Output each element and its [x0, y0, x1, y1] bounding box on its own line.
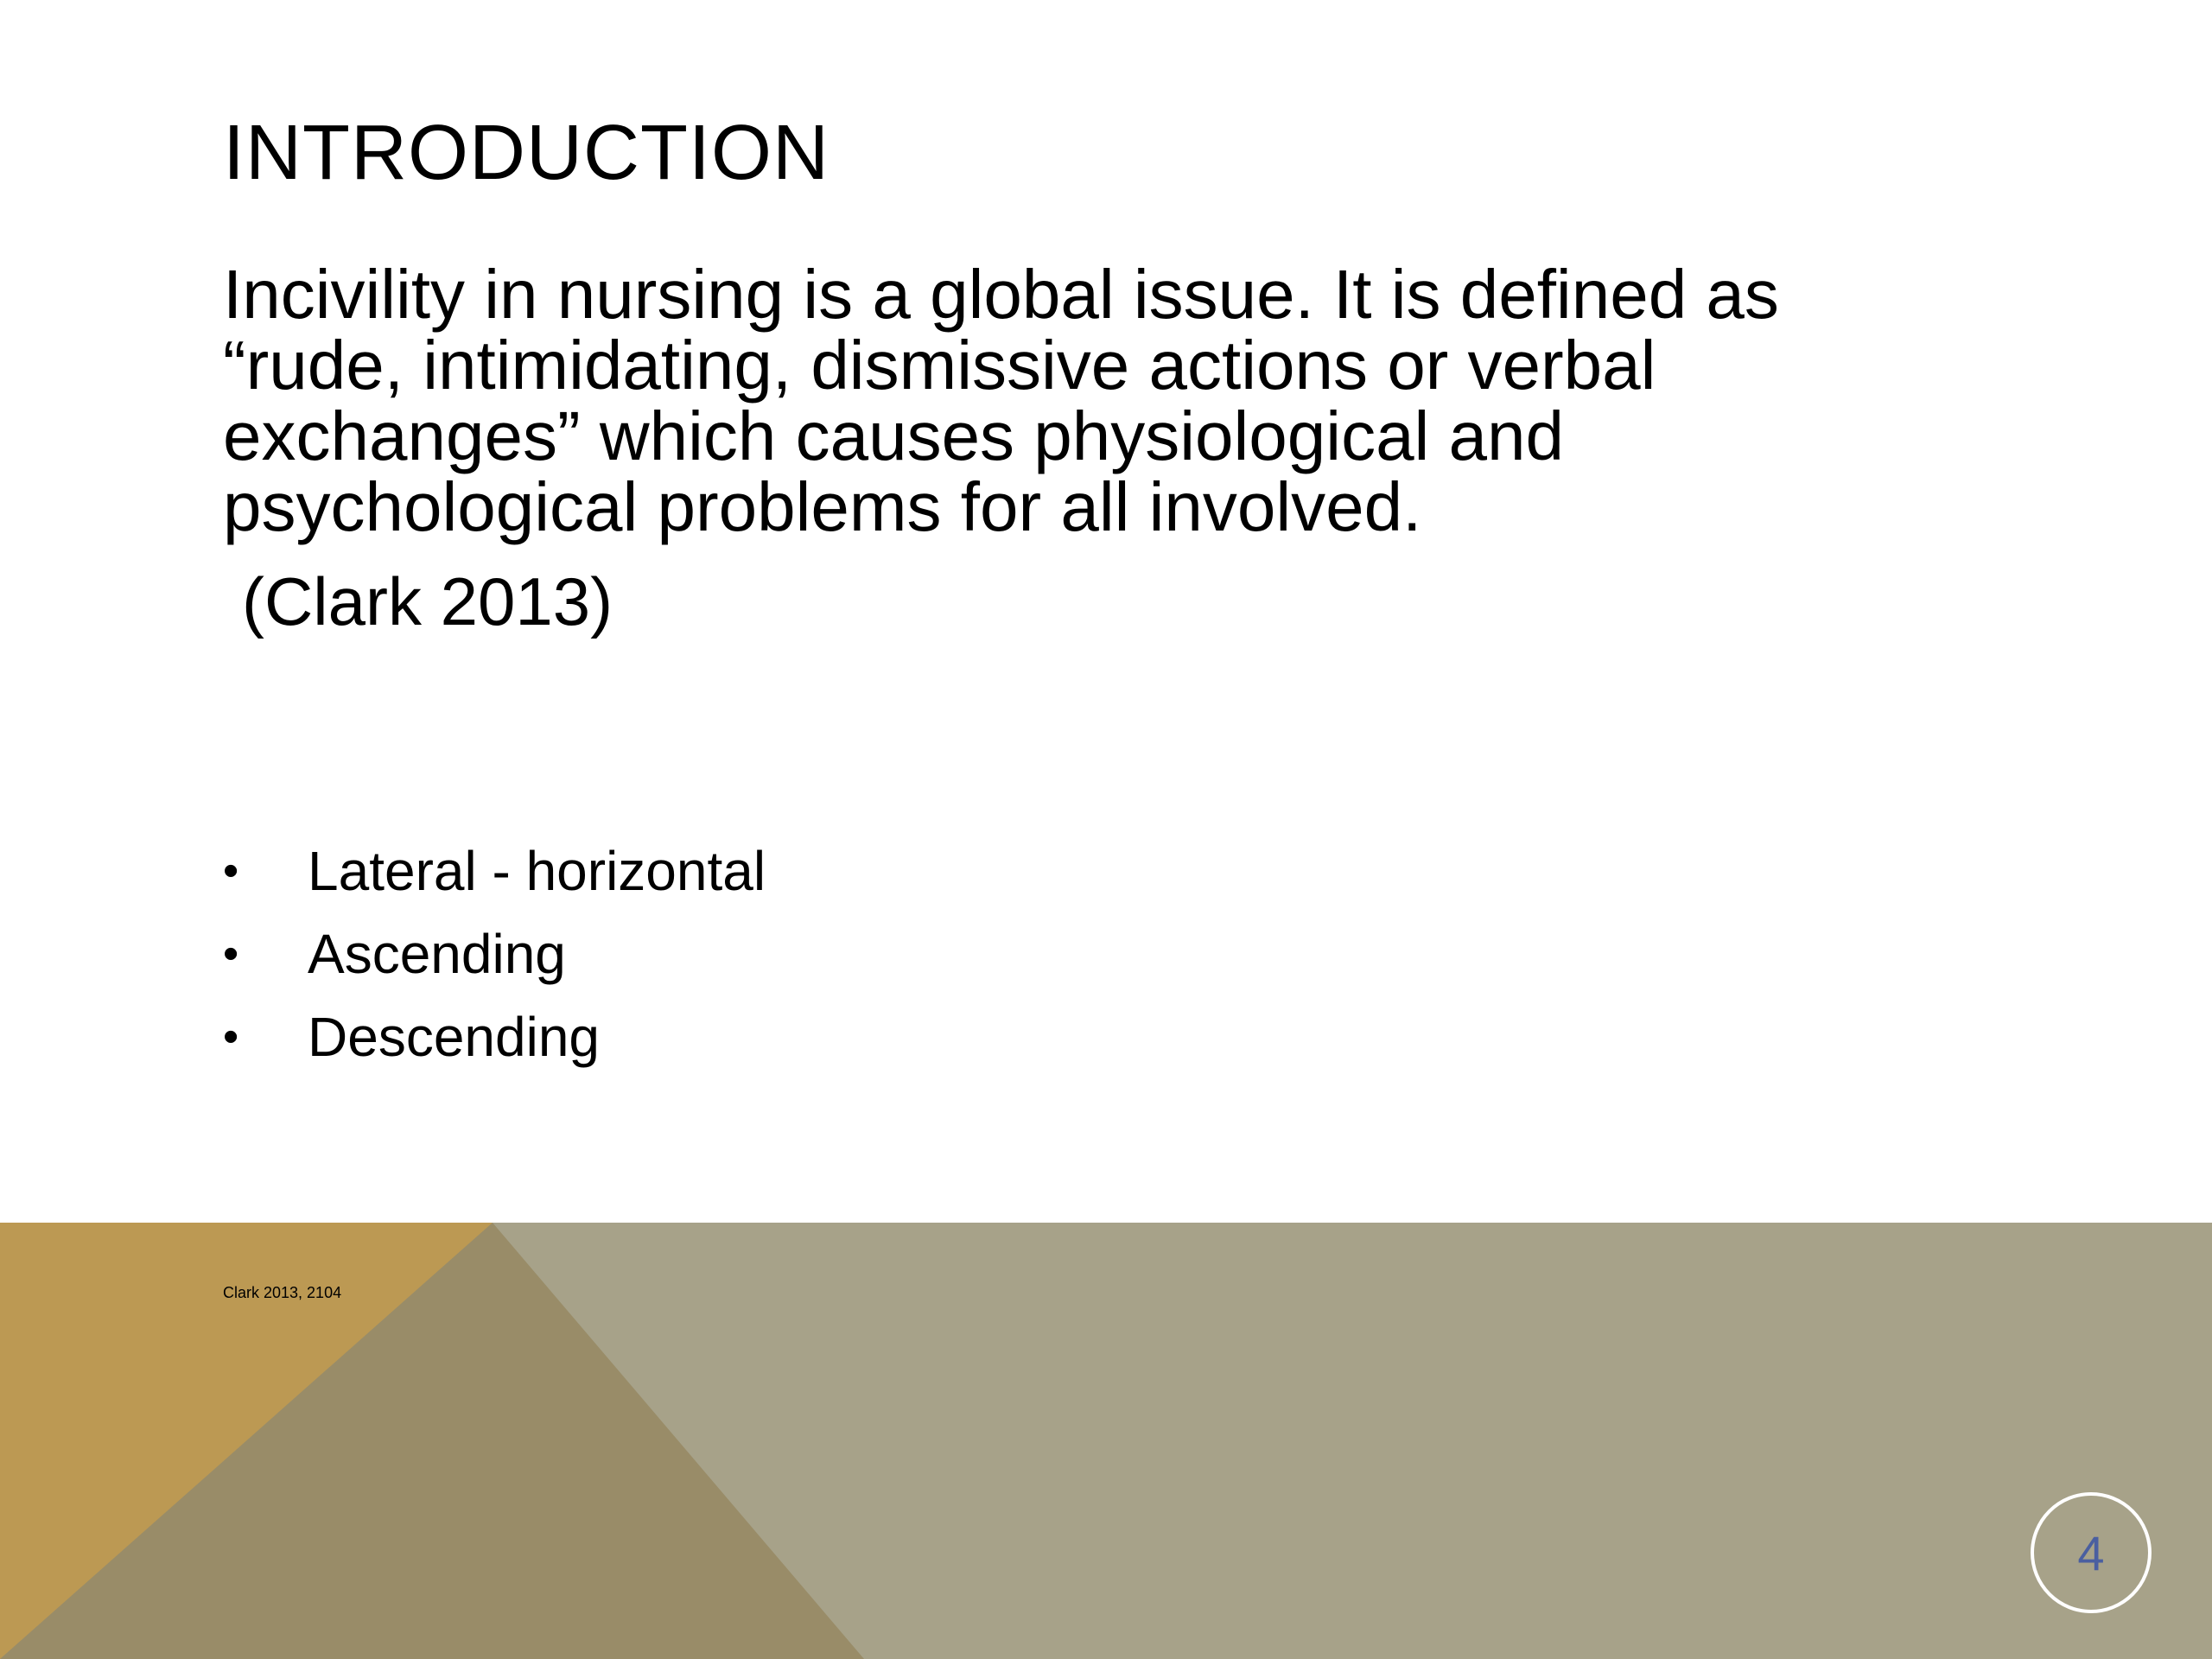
footer-note: Clark 2013, 2104	[223, 1284, 342, 1301]
bullet-icon: •	[223, 846, 239, 896]
bullet-icon: •	[223, 929, 239, 979]
bullet-list	[223, 830, 766, 1078]
bullet-text: Descending	[308, 1006, 600, 1068]
bullet-icon: •	[223, 1012, 239, 1062]
list-item	[223, 912, 766, 995]
list-item	[223, 995, 766, 1078]
bullet-text: Lateral - horizontal	[308, 840, 766, 902]
slide-title: INTRODUCTION	[223, 110, 830, 196]
bullet-text: Ascending	[308, 923, 566, 985]
page-number: 4	[2077, 1525, 2105, 1580]
page-number-badge	[2031, 1492, 2152, 1613]
citation: (Clark 2013)	[242, 563, 613, 639]
list-item	[223, 830, 766, 912]
body-paragraph: Incivility in nursing is a global issue. It is defined as “rude, intimidating, dismissive actions or verbal exchanges” which causes physiological and psychological problems for all involved.	[223, 256, 1779, 545]
